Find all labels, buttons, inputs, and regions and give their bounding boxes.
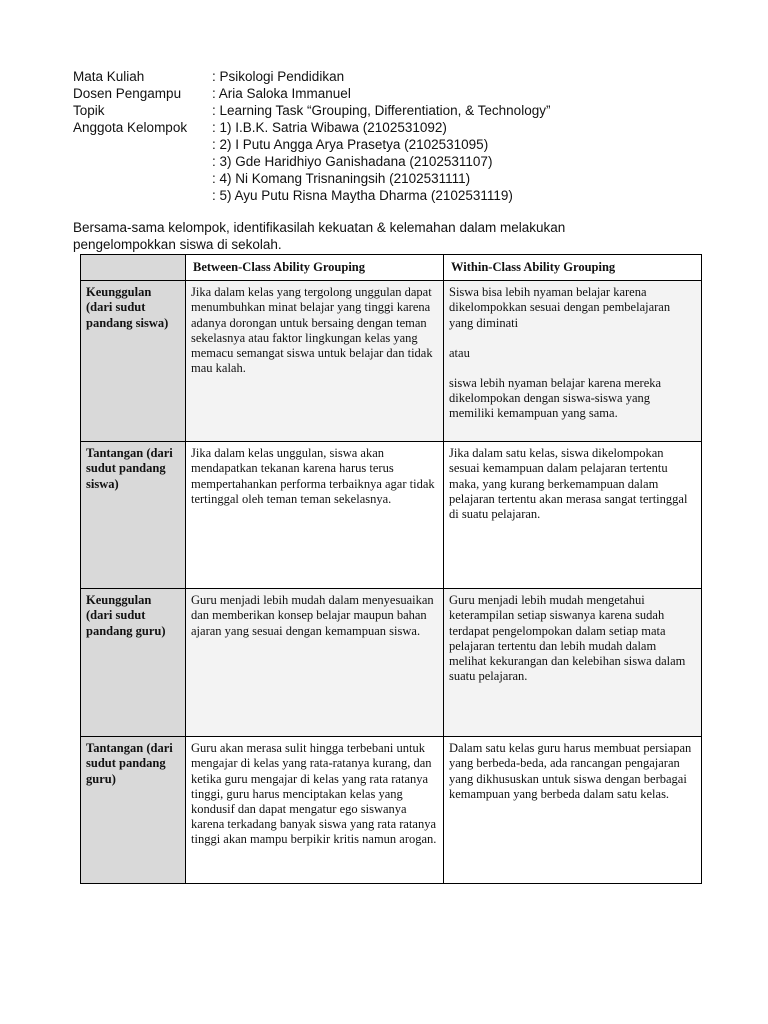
member-5: : 5) Ayu Putu Risna Maytha Dharma (2102531119)	[212, 188, 513, 203]
course-info-row	[73, 85, 550, 102]
course-label: Mata Kuliah	[73, 69, 145, 84]
table-row	[81, 442, 702, 589]
course-value: : Psikologi Pendidikan	[212, 69, 345, 84]
topic-label: Topik	[73, 103, 105, 118]
member-1: : 1) I.B.K. Satria Wibawa (2102531092)	[212, 120, 447, 135]
member-2: : 2) I Putu Angga Arya Prasetya (2102531095)	[212, 137, 489, 152]
table-header-row	[81, 255, 702, 281]
cell-text: atau	[449, 345, 470, 360]
course-info	[73, 68, 550, 204]
within-cell	[444, 589, 702, 737]
members-label: Anggota Kelompok	[73, 120, 188, 135]
column-header-between: Between-Class Ability Grouping	[186, 255, 444, 281]
cell-text: Dalam satu kelas guru harus membuat persiapan yang berbeda-beda, ada rancangan pengajaran yang dikhususkan untuk siswa dengan berbagai kemampuan yang berbeda dalam satu kelas.	[449, 741, 692, 801]
cell-text: Jika dalam kelas yang tergolong unggulan dapat menumbuhkan minat belajar yang tinggi karena adanya dorongan untuk bersaing dengan teman sekelasnya atau faktor lingkungan kelas yang memacu semangat siswa untuk belajar dan tidak mau kalah.	[191, 285, 433, 376]
member-4: : 4) Ni Komang Trisnaningsih (2102531111)	[212, 171, 471, 186]
empty-label	[73, 153, 212, 170]
cell-text: Jika dalam kelas unggulan, siswa akan mendapatkan tekanan karena harus terus mempertahankan performa terbaiknya agar tidak tertinggal oleh teman teman sekelasnya.	[191, 446, 435, 506]
cell-text: siswa lebih nyaman belajar karena mereka dikelompokan dengan siswa-siswa yang memiliki kemampuan yang sama.	[449, 376, 662, 421]
instruction-text: Bersama-sama kelompok, identifikasilah kekuatan & kelemahan dalam melakukan pengelompokkan siswa di sekolah.	[73, 220, 566, 252]
row-header-student-strength: Keunggulan (dari sudut pandang siswa)	[81, 281, 186, 442]
between-cell	[186, 737, 444, 884]
row-header-student-challenge: Tantangan (dari sudut pandang siswa)	[81, 442, 186, 589]
between-cell	[186, 442, 444, 589]
table-row	[81, 281, 702, 442]
member-3: : 3) Gde Haridhiyo Ganishadana (2102531107)	[212, 154, 493, 169]
course-info-row	[73, 119, 550, 136]
cell-text: Guru akan merasa sulit hingga terbebani untuk mengajar di kelas yang rata-ratanya kurang, dan ketika guru mengajar di kelas yang rata ratanya tinggi, guru harus menciptakan kelas yang kondusif dan dapat mengatur ego siswanya karena terkadang banyak siswa yang rata ratanya tinggi akan mampu berpikir kritis namun arogan.	[191, 741, 437, 847]
within-cell	[444, 737, 702, 884]
empty-label	[73, 187, 212, 204]
row-header-teacher-challenge: Tantangan (dari sudut pandang guru)	[81, 737, 186, 884]
table-row	[81, 737, 702, 884]
empty-label	[73, 170, 212, 187]
course-info-row	[73, 187, 550, 204]
cell-text: Guru menjadi lebih mudah dalam menyesuaikan dan memberikan konsep belajar maupun bahan ajaran yang sesuai dengan kemampuan siswa.	[191, 593, 434, 638]
within-cell	[444, 281, 702, 442]
within-cell	[444, 442, 702, 589]
corner-cell	[81, 255, 186, 281]
cell-text: Jika dalam satu kelas, siswa dikelompokan sesuai kemampuan dalam pelajaran tertentu maka, yang kurang berkemampuan dalam pelajaran tertentu akan merasa sangat tertinggal di suatu pelajaran.	[449, 446, 688, 522]
lecturer-value: : Aria Saloka Immanuel	[212, 86, 351, 101]
grouping-comparison-table	[80, 254, 702, 884]
between-cell	[186, 589, 444, 737]
course-info-row	[73, 102, 550, 119]
table-row	[81, 589, 702, 737]
topic-value: : Learning Task “Grouping, Differentiation, & Technology”	[212, 103, 551, 118]
course-info-row	[73, 68, 550, 85]
course-info-row	[73, 170, 550, 187]
lecturer-label: Dosen Pengampu	[73, 86, 182, 101]
row-header-teacher-strength: Keunggulan (dari sudut pandang guru)	[81, 589, 186, 737]
course-info-row	[73, 153, 550, 170]
cell-text: Guru menjadi lebih mudah mengetahui keterampilan setiap siswanya karena sudah terdapat pengelompokan dalam setiap mata pelajaran tertentu dan lebih mudah dalam melihat kekurangan dan kelebihan siswa dalam suatu pelajaran.	[449, 593, 686, 684]
empty-label	[73, 136, 212, 153]
course-info-row	[73, 136, 550, 153]
column-header-within: Within-Class Ability Grouping	[444, 255, 702, 281]
cell-text: Siswa bisa lebih nyaman belajar karena dikelompokkan sesuai dengan pembelajaran yang diminati	[449, 285, 671, 330]
between-cell	[186, 281, 444, 442]
